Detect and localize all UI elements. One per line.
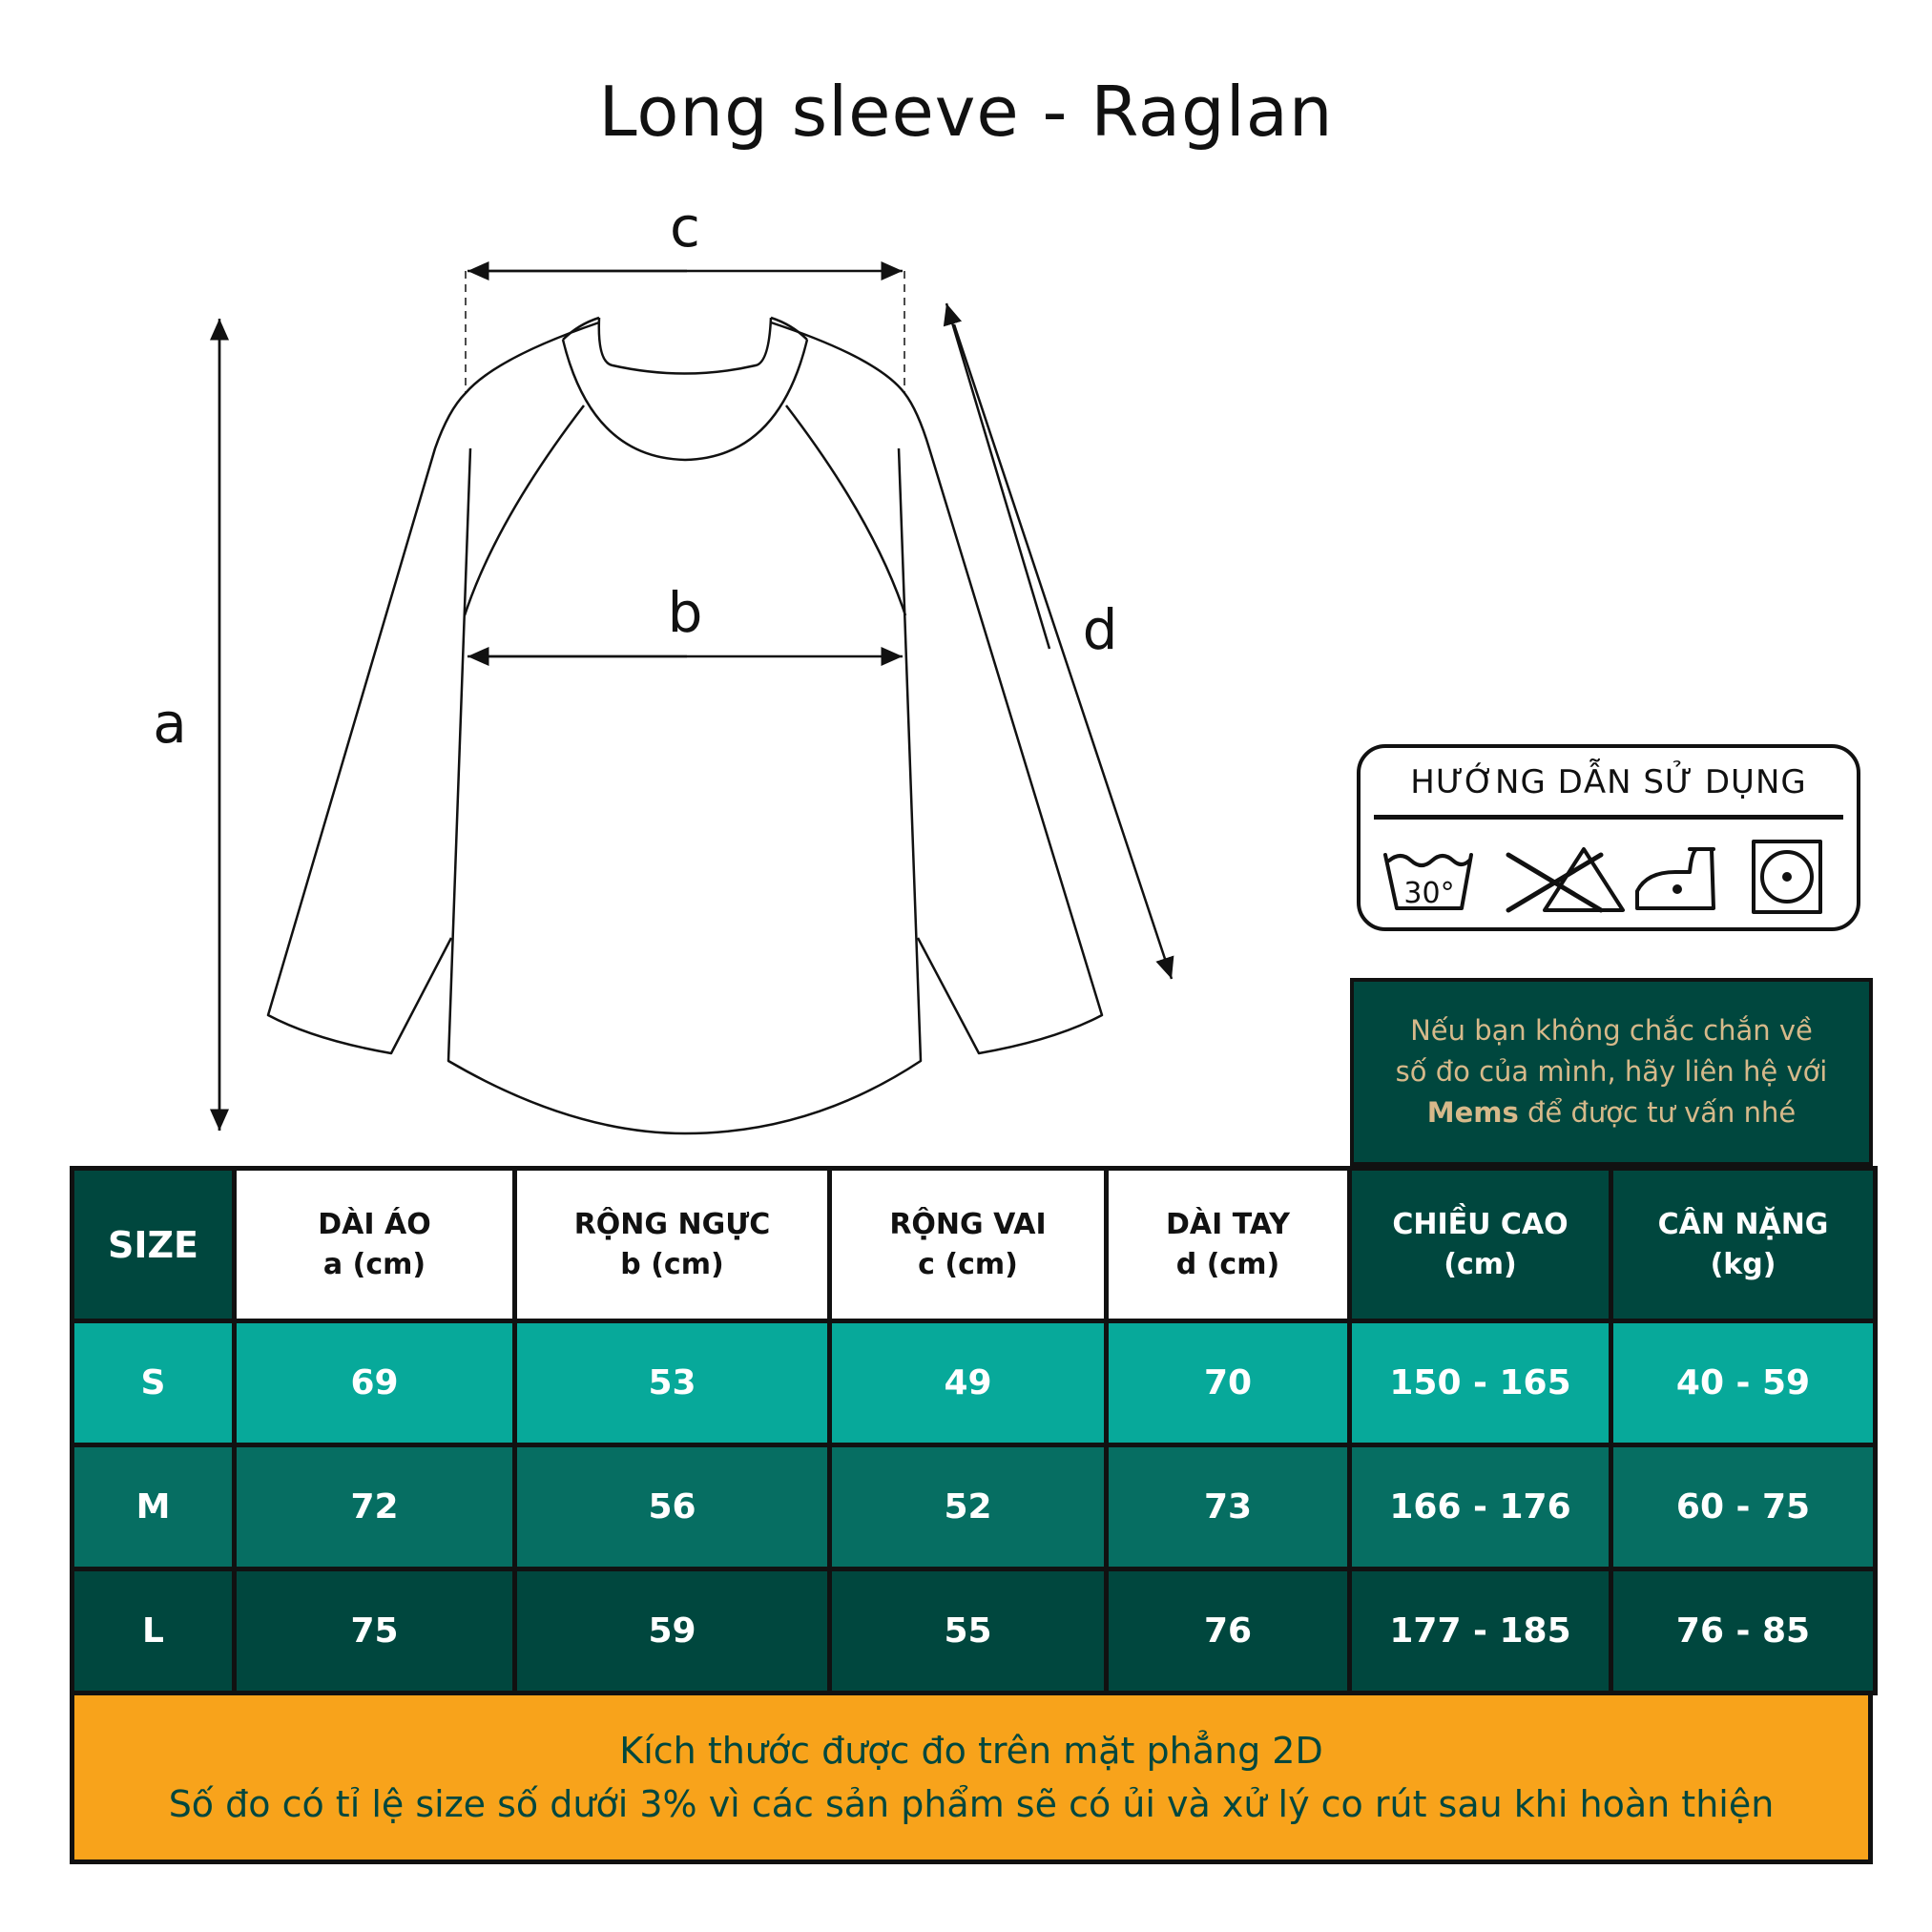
table-cell: 53: [515, 1321, 830, 1445]
wash-30-icon: [1385, 855, 1471, 910]
page-title: Long sleeve - Raglan: [598, 72, 1334, 152]
table-cell: 73: [1107, 1445, 1350, 1569]
raglan-shirt-outline: [268, 318, 1102, 1133]
label-b: b: [667, 580, 703, 645]
care-instructions-box: [1357, 744, 1860, 931]
note-line-2: số đo của mình, hãy liên hệ với: [1395, 1055, 1828, 1088]
table-cell: 55: [830, 1569, 1107, 1693]
measurement-lines: [219, 271, 1172, 1131]
table-header-row: [73, 1169, 1876, 1321]
table-row: [73, 1445, 1876, 1569]
label-c: c: [670, 195, 700, 260]
table-cell: 166 - 176: [1350, 1445, 1611, 1569]
no-bleach-icon: [1508, 849, 1623, 910]
header-length: DÀI ÁO a (cm): [235, 1169, 515, 1321]
table-cell: S: [73, 1321, 235, 1445]
table-cell: 59: [515, 1569, 830, 1693]
table-row: [73, 1569, 1876, 1693]
care-title: HƯỚNG DẪN SỬ DỤNG: [1410, 763, 1807, 801]
header-shoulder: RỘNG VAI c (cm): [830, 1169, 1107, 1321]
footer-line-2: Số đo có tỉ lệ size số dưới 3% vì các sản phẩm sẽ có ủi và xử lý co rút sau khi hoàn thiện: [168, 1783, 1775, 1825]
table-cell: 49: [830, 1321, 1107, 1445]
note-line-3-rest: để được tư vấn nhé: [1518, 1096, 1797, 1129]
table-cell: 76: [1107, 1569, 1350, 1693]
table-cell: 150 - 165: [1350, 1321, 1611, 1445]
header-height: CHIỀU CAO (cm): [1350, 1169, 1611, 1321]
footer-line-1: Kích thước được đo trên mặt phẳng 2D: [619, 1730, 1323, 1772]
size-chart-table: [70, 1166, 1878, 1695]
iron-low-icon: [1637, 849, 1714, 908]
tumble-dry-icon: [1754, 841, 1820, 912]
table-cell: 52: [830, 1445, 1107, 1569]
label-a: a: [153, 691, 187, 756]
header-chest: RỘNG NGỰC b (cm): [515, 1169, 830, 1321]
table-cell: M: [73, 1445, 235, 1569]
table-cell: 76 - 85: [1611, 1569, 1876, 1693]
table-cell: 75: [235, 1569, 515, 1693]
header-weight: CÂN NẶNG (kg): [1611, 1169, 1876, 1321]
note-line-1: Nếu bạn không chắc chắn về: [1410, 1014, 1813, 1047]
table-cell: 72: [235, 1445, 515, 1569]
table-cell: 40 - 59: [1611, 1321, 1876, 1445]
svg-text:30°: 30°: [1403, 877, 1455, 910]
table-cell: 60 - 75: [1611, 1445, 1876, 1569]
table-cell: 70: [1107, 1321, 1350, 1445]
table-cell: L: [73, 1569, 235, 1693]
header-sleeve: DÀI TAY d (cm): [1107, 1169, 1350, 1321]
note-line-3: [1427, 1092, 1797, 1133]
table-cell: 56: [515, 1445, 830, 1569]
table-row: [73, 1321, 1876, 1445]
table-cell: 69: [235, 1321, 515, 1445]
measurement-footer: [70, 1691, 1873, 1864]
header-size: SIZE: [73, 1169, 235, 1321]
label-d: d: [1082, 597, 1118, 662]
table-cell: 177 - 185: [1350, 1569, 1611, 1693]
brand-name: Mems: [1426, 1096, 1519, 1129]
consultation-note: [1350, 978, 1873, 1166]
